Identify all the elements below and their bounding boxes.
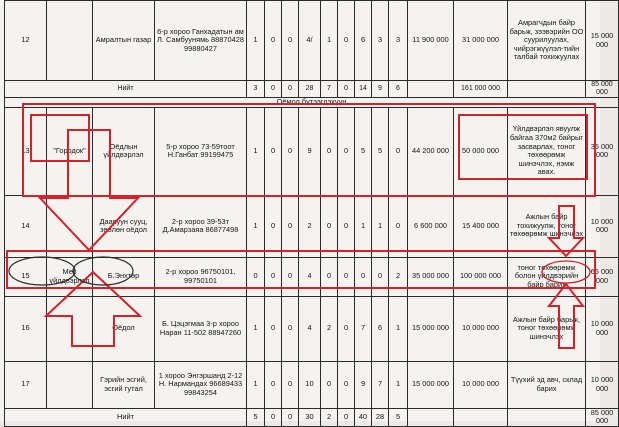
count-cell: 0 [321,257,338,296]
count-cell: 1 [321,1,338,81]
row-number: 16 [5,296,47,361]
count-cell: 1 [247,1,265,81]
count-cell: 0 [389,107,408,195]
amount-cell: 15 000 000 [408,296,454,361]
row-number: 12 [5,1,47,81]
grant-cell: 10 000 000 [586,361,619,408]
description-cell: Ажлын байр тохижуулж, тоног төхөөрөмж шинэчлэх [508,195,586,257]
count-cell: 1 [247,195,265,257]
circle-grant-15 [542,261,590,283]
count-cell: 1 [389,296,408,361]
amount-cell: 35 000 000 [408,257,454,296]
count-cell: 0 [282,195,299,257]
amount-cell: 15 400 000 [454,195,508,257]
description-cell: Ажлын байр барьж, тоног төхөөрөмж шинэчлэх [508,296,586,361]
total-cell: 0 [282,408,299,426]
business-name-cell: Б.Энхтөр [93,257,155,296]
business-name-cell: Гэрийн эсгий, эсгий гутал [93,361,155,408]
total-grant: 85 000 000 [586,81,619,98]
total-cell: 14 [355,81,372,98]
count-cell: 9 [299,107,321,195]
count-cell: 7 [355,296,372,361]
total-cell: 0 [265,408,282,426]
count-cell: 6 [372,296,389,361]
total-cell: 3 [247,81,265,98]
count-cell: 0 [321,195,338,257]
count-cell: 0 [338,361,355,408]
total-cell: 6 [389,81,408,98]
count-cell: 0 [389,195,408,257]
amount-cell: 50 000 000 [454,107,508,195]
count-cell: 1 [247,107,265,195]
count-cell: 0 [265,257,282,296]
count-cell: 0 [338,195,355,257]
count-cell: 0 [265,195,282,257]
count-cell: 0 [282,361,299,408]
address-cell: 1 хороо Энгэршанд 2-12 Н. Нармандах 96689433 99843254 [155,361,247,408]
description-cell: тоног төхөөрөмж болон үйлдвэрийн байр барих [508,257,586,296]
total-cell: 28 [299,81,321,98]
total-cell: 2 [321,408,338,426]
count-cell: 0 [265,361,282,408]
total-cell: 0 [282,81,299,98]
count-cell: 1 [247,361,265,408]
grant-cell: 35 000 000 [586,107,619,195]
count-cell: 9 [355,361,372,408]
up-arrow-icon [549,284,583,348]
count-cell: 0 [265,1,282,81]
count-cell: 0 [282,257,299,296]
description-cell: Түүхий эд авч, склад барих [508,361,586,408]
row-number: 14 [5,195,47,257]
address-cell: 2-р хороо 39-53т Д.Амарзаяа 86877498 [155,195,247,257]
count-cell: 6 [355,1,372,81]
section-heading: Оёмол бүтээгдэхүүн [5,98,619,108]
count-cell: 4 [299,296,321,361]
count-cell: 0 [321,361,338,408]
address-cell: 2-р хороо 96750101, 99750101 [155,257,247,296]
count-cell: 0 [338,296,355,361]
count-cell: 4/ [299,1,321,81]
count-cell: 0 [282,1,299,81]
total-cell: 0 [265,81,282,98]
total-label: Нийт [5,81,247,98]
total-grant: 85 000 000 [586,408,619,426]
grant-cell: 15 000 000 [586,1,619,81]
grant-cell: 10 000 000 [586,195,619,257]
count-cell: 0 [282,107,299,195]
count-cell: 0 [338,257,355,296]
count-cell: 0 [321,107,338,195]
count-cell: 2 [321,296,338,361]
row-number: 13 [5,107,47,195]
count-cell: 10 [299,361,321,408]
count-cell: 2 [389,257,408,296]
business-name-cell: Оёдол [93,296,155,361]
address-cell: Б. Цэцэгмаа 3-р хороо Наран 11-502 88947260 [155,296,247,361]
down-arrow-icon [40,130,138,250]
address-cell: 5-р хороо 73-59тоот Н.Ганбат 99199475 [155,107,247,195]
address-cell: 6-р хороо Ганхадатын ам Л. Самбуунямь 88870428 99880427 [155,1,247,81]
owner-cell: Мес үйлдвэрлэл [47,257,93,296]
count-cell: 0 [282,296,299,361]
count-cell: 0 [372,257,389,296]
count-cell: 0 [265,107,282,195]
count-cell: 7 [372,361,389,408]
total-cell: 0 [338,81,355,98]
count-cell: 0 [247,257,265,296]
count-cell: 0 [265,296,282,361]
circle-owner-15 [9,257,75,285]
row-number: 17 [5,361,47,408]
total-cell: 5 [247,408,265,426]
amount-cell: 10 000 000 [454,296,508,361]
total-cell: 9 [372,81,389,98]
amount-cell: 10 000 000 [454,361,508,408]
business-name-cell: Даавуун сууц, зөөлөн оёдол [93,195,155,257]
count-cell: 0 [338,1,355,81]
total-cell: 0 [338,408,355,426]
count-cell: 2 [299,195,321,257]
count-cell: 5 [355,107,372,195]
total-cell: 28 [372,408,389,426]
count-cell: 1 [389,361,408,408]
total-cell: 40 [355,408,372,426]
amount-cell: 100 000 000 [454,257,508,296]
amount-cell: 31 000 000 [454,1,508,81]
description-cell: Амрагчдын байр барьж, зээвэрийн ОО суурилуулах, чийрэгжүүлэл-тийн талбай тохижуулах [508,1,586,81]
amount-cell: 15 000 000 [408,361,454,408]
grant-cell: 65 000 000 [586,257,619,296]
total-cell: 7 [321,81,338,98]
business-name-cell: Оёдлын үйлдвэрлэл [93,107,155,195]
count-cell: 0 [355,257,372,296]
count-cell: 4 [299,257,321,296]
grant-cell: 10 000 000 [586,296,619,361]
amount-cell: 6 600 000 [408,195,454,257]
total-label: Нийт [5,408,247,426]
down-arrow-icon [549,206,583,256]
total-cell: 5 [389,408,408,426]
count-cell: 1 [355,195,372,257]
owner-cell: "Городок" [47,107,93,195]
amount-cell: 44 200 000 [408,107,454,195]
description-cell: Үйлдвэрлэл явуулж байгаа 370м2 байрыг засварлах, тоног төхөөрөмж шинэчлэх, нэмж авах. [508,107,586,195]
row-number: 15 [5,257,47,296]
count-cell: 5 [372,107,389,195]
count-cell: 0 [338,107,355,195]
amount-cell: 11 900 000 [408,1,454,81]
count-cell: 3 [372,1,389,81]
count-cell: 1 [372,195,389,257]
count-cell: 3 [389,1,408,81]
total-amount: 161 000 000 [454,81,508,98]
total-cell: 30 [299,408,321,426]
count-cell: 1 [247,296,265,361]
business-name-cell: Амралтын газар [93,1,155,81]
